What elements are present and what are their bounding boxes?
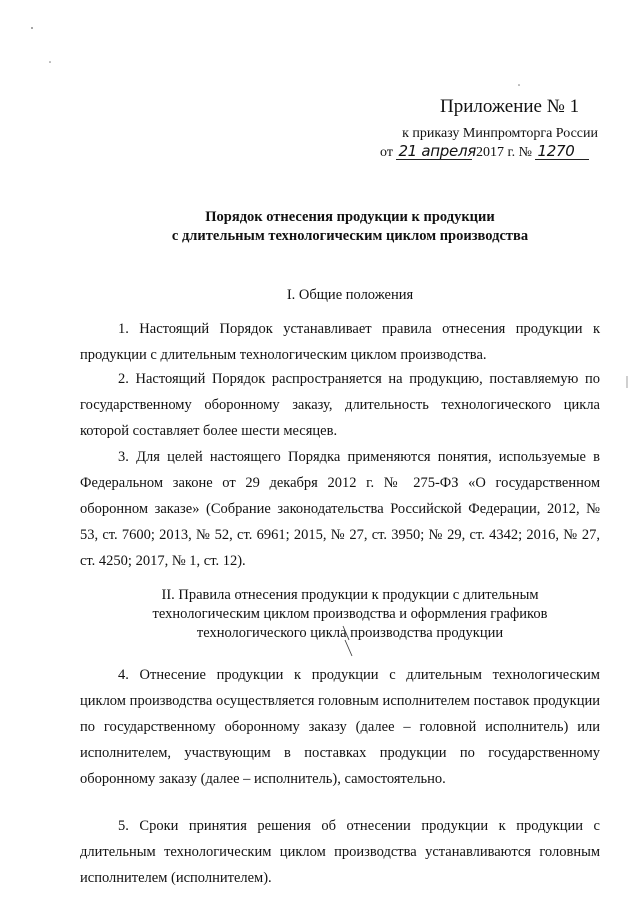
date-prefix: от [380,145,393,160]
appendix-label: Приложение № 1 [440,96,580,117]
handwritten-date: 21 апреля [398,142,476,160]
document-title [60,208,640,246]
paragraph-5: 5. Сроки принятия решения об отнесении продукции к продукции с длительным технологическим циклом производства устанавливаются головным исполнителем (исполнителем). [80,818,600,886]
scan-speck [31,27,33,29]
year-text: 2017 г. № [475,145,532,160]
paragraph-2: 2. Настоящий Порядок распространяется на продукцию, поставляемую по государственному оборонному заказу, длительность технологического цикла которой составляет более шести месяцев. [80,371,600,439]
order-date-line [380,143,589,162]
section-2-heading-line-2: технологическим циклом производства и оформления графиков [152,606,548,622]
scan-speck [49,61,51,63]
paragraph-1: 1. Настоящий Порядок устанавливает правила отнесения продукции к продукции с длительным технологическим циклом производства. [80,321,600,363]
section-2-heading [60,586,640,643]
paragraph-3: 3. Для целей настоящего Порядка применяются понятия, используемые в Федеральном законе от 29 декабря 2012 г. № 275-ФЗ «О государственном оборонном заказе» (Собрание законодательства Российской Федерации, 2012, № 53, ст. 7600; 2013, № 52, ст. 6961; 2015, № 27, ст. 3950; № 29, ст. 4342; 2016, № 27, ст. 4250; 2017, № 1, ст. 12). [80,449,600,569]
document-title-line-1: Порядок отнесения продукции к продукции [205,209,495,225]
document-title-line-2: с длительным технологическим циклом производства [171,228,529,244]
section-2-heading-line-3: технологического цикла производства продукции [196,625,504,641]
handwritten-order-number: 1270 [535,143,589,160]
section-1-heading-line: I. Общие положения [286,287,414,303]
section-2-heading-line-1: II. Правила отнесения продукции к продукции с длительным [161,587,539,603]
scan-speck [518,84,520,86]
order-reference: к приказу Минпромторга России [402,126,598,141]
paragraph-4: 4. Отнесение продукции к продукции с длительным технологическим циклом производства осуществляется головным исполнителем поставок продукции по государственному оборонному заказу (далее – головной исполнитель) или исполнителем, участвующим в поставках продукции по государственному оборонному заказу (далее – исполнитель), самостоятельно. [80,667,600,787]
section-1-heading [60,286,640,305]
